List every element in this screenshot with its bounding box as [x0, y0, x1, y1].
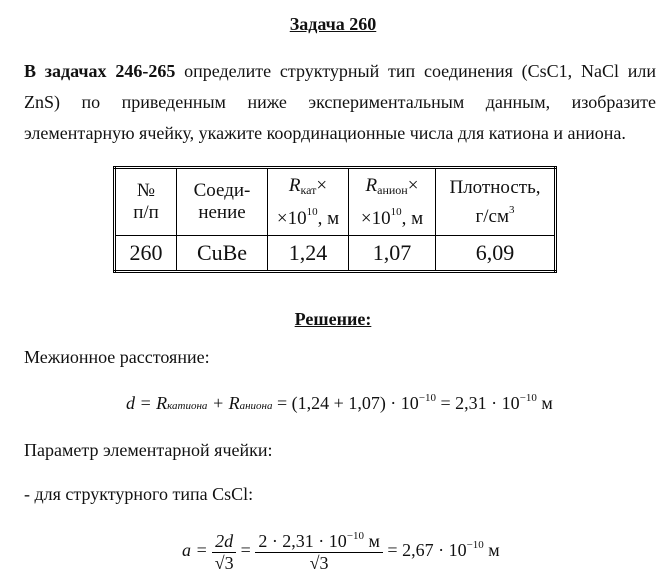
task-text: определите структурный тип соединения (CsC1, NaCl или ZnS) по приведенным ниже экспериментальным данным, изобразите элементарную ячейку, укажите координационные числа для катиона и аниона. [24, 61, 656, 143]
label-distance: Межионное расстояние: [24, 347, 210, 367]
solution-title: Решение: [294, 309, 372, 329]
fraction-2d: $\frac{2d}{√3}$ [212, 531, 236, 574]
fraction-numeric: $\frac{2 \cdot 2,31 \cdot 10^{-10} м}{√3}$ [255, 530, 383, 574]
label-cscl-type: - для структурного типа CsCl: [24, 484, 254, 504]
label-cell-parameter: Параметр элементарной ячейки: [24, 440, 273, 460]
header-number: № п/п [115, 168, 177, 236]
task-statement [24, 56, 656, 149]
task-range: В задачах 246-265 [24, 61, 176, 81]
cell-density: 6,09 [436, 236, 556, 272]
cell-number: 260 [115, 236, 177, 272]
data-table [113, 166, 557, 273]
header-r-anion: $R_{анион}\times$ $\times 10^{10}$, м [349, 168, 436, 236]
task-title: Задача 260 [289, 14, 377, 34]
cell-r-cation: 1,24 [268, 236, 349, 272]
table-row [115, 236, 556, 272]
header-density: Плотность, $г/см^3$ [436, 168, 556, 236]
formula-distance: d = Rкатиона + Rаниона = $(1,24 + 1,07) \cdot 10^{-10} = 2,31 \cdot 10^{-10}$ м [126, 392, 553, 413]
cell-compound: CuBe [177, 236, 268, 272]
header-compound: Соеди- нение [177, 168, 268, 236]
formula-cell-parameter: a = $\frac{2d}{√3}$ = $\frac{2 \cdot 2,31 \cdot 10^{-10} м}{√3}$ = $2,67 \cdot 10^{-10}$ м [182, 530, 500, 573]
header-r-cation: $R_{кат}\times$ $\times 10^{10}$, м [268, 168, 349, 236]
cell-r-anion: 1,07 [349, 236, 436, 272]
table-header-row [115, 168, 556, 236]
